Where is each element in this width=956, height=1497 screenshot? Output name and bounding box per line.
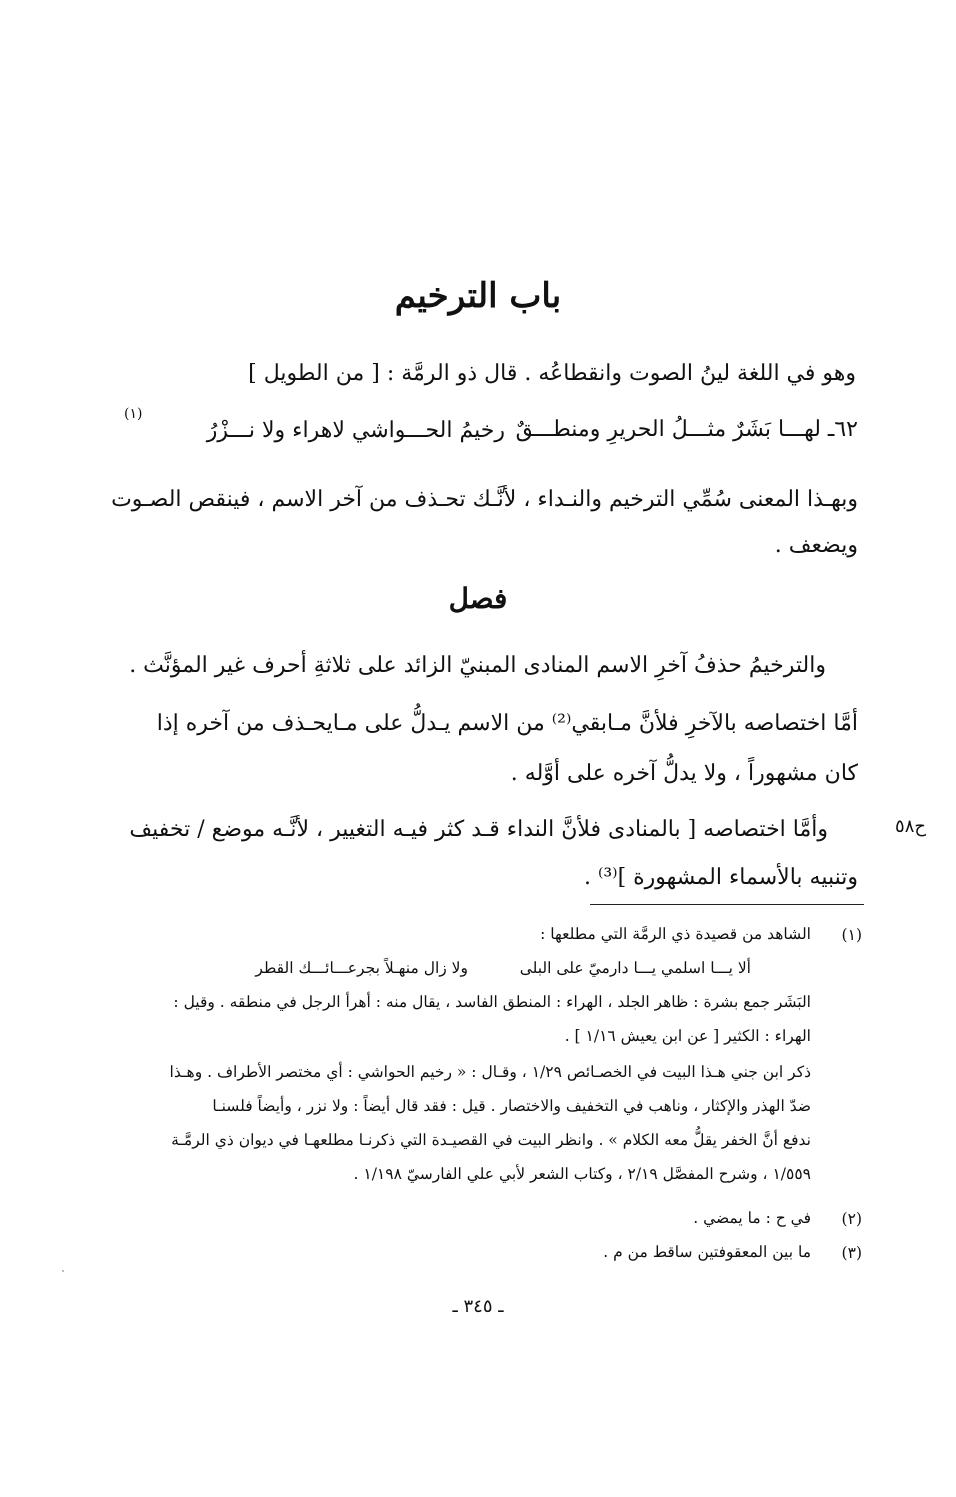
intro-line: وهو في اللغة لينُ الصوت وانقطاعُه . قال ذو الرمَّة : [ من الطويل ] — [248, 361, 856, 386]
footnote-1-verse-left: ولا زال منهـلاً بجرعـــائـــك القطر — [255, 959, 468, 977]
footnote-1-line-4: الهراء : الكثير [ عن ابن يعيش ١/١٦ ] . — [564, 1027, 811, 1045]
footnote-3-text: ما بين المعقوفتين ساقط من م . — [603, 1243, 811, 1261]
paragraph-3-line-2: كان مشهوراً ، ولا يدلُّ آخره على أوَّله . — [510, 761, 858, 786]
footnote-1-line-1: الشاهد من قصيدة ذي الرمَّة التي مطلعها : — [540, 925, 811, 943]
margin-note: ح٥٨ — [895, 816, 926, 837]
footnote-1-line-6: ضدّ الهذر والإكثار ، وناهب في التخفيف والاختصار . قيل : فقد قال أيضاً : ولا نزر ، وأيضاً فلسنـا — [212, 1097, 811, 1115]
paragraph-3-line-1: أمَّا اختصاصه بالآخرِ فلأنَّ مـابقي⁽²⁾ من الاسم يـدلُّ على مـايحـذف من آخره إذا — [156, 711, 858, 736]
page-number: ـ ٣٤٥ ـ — [452, 1296, 504, 1317]
paragraph-2: والترخيمُ حذفُ آخرِ الاسم المنادى المبنيّ الزائد على ثلاثةِ أحرف غير المؤنَّث . — [129, 653, 826, 678]
footnote-2-text: في ح : ما يمضي . — [693, 1209, 811, 1227]
footnote-1-line-7: ندفع أنَّ الخفر يقلُّ معه الكلام » . وانظر البيت في القصيـدة التي ذكرنـا مطلعهـا في ديوان ذي الرمَّـة — [171, 1131, 811, 1149]
footnote-1-verse-right: ألا يـــا اسلمي يـــا دارميّ على البلى — [519, 959, 751, 977]
footnote-1-line-8: ١/٥٥٩ ، وشرح المفصَّل ٢/١٩ ، وكتاب الشعر لأبي علي الفارسيّ ١/١٩٨ . — [353, 1165, 811, 1183]
section-title: فصل — [448, 582, 508, 615]
footnote-1-line-3: البَشَر جمع بشرة : ظاهر الجلد ، الهراء : المنطق الفاسد ، يقال منه : أهرأ الرجل في منطقه . وقيل : — [173, 993, 811, 1011]
paragraph-1-line-2: ويضعف . — [774, 533, 858, 558]
scan-speck — [62, 1270, 64, 1272]
chapter-title: باب الترخيم — [394, 276, 562, 316]
footnote-3-number: (٣) — [841, 1244, 862, 1262]
paragraph-4-line-2: وتنبيه بالأسماء المشهورة ]⁽³⁾ . — [583, 865, 858, 890]
footnote-1-number: (١) — [841, 926, 862, 944]
verse-right-hemistich: ٦٢ـ لهـــا بَشَرٌ مثـــلُ الحريرِ ومنطـــقٌ — [515, 417, 858, 442]
paragraph-1-line-1: وبهـذا المعنى سُمِّي الترخيم والنـداء ، لأنَّـك تحـذف من آخر الاسم ، فينقص الصـوت — [111, 487, 858, 512]
verse-left-hemistich: رخيمُ الحـــواشي لاهراء ولا نـــزْرُ — [206, 418, 505, 443]
footnote-1-line-5: ذكر ابن جني هـذا البيت في الخصـائص ١/٢٩ ، وقـال : « رخيم الحواشي : أي مختصر الأطراف . وهـذا — [169, 1063, 811, 1081]
footnote-2-number: (٢) — [841, 1210, 862, 1228]
verse-footnote-mark: (١) — [124, 406, 143, 422]
paragraph-4-line-1: وأمَّا اختصاصه [ بالمنادى فلأنَّ النداء قـد كثر فيـه التغيير ، لأنَّـه موضع / تخفيف — [129, 817, 828, 842]
footnote-separator — [590, 904, 864, 905]
